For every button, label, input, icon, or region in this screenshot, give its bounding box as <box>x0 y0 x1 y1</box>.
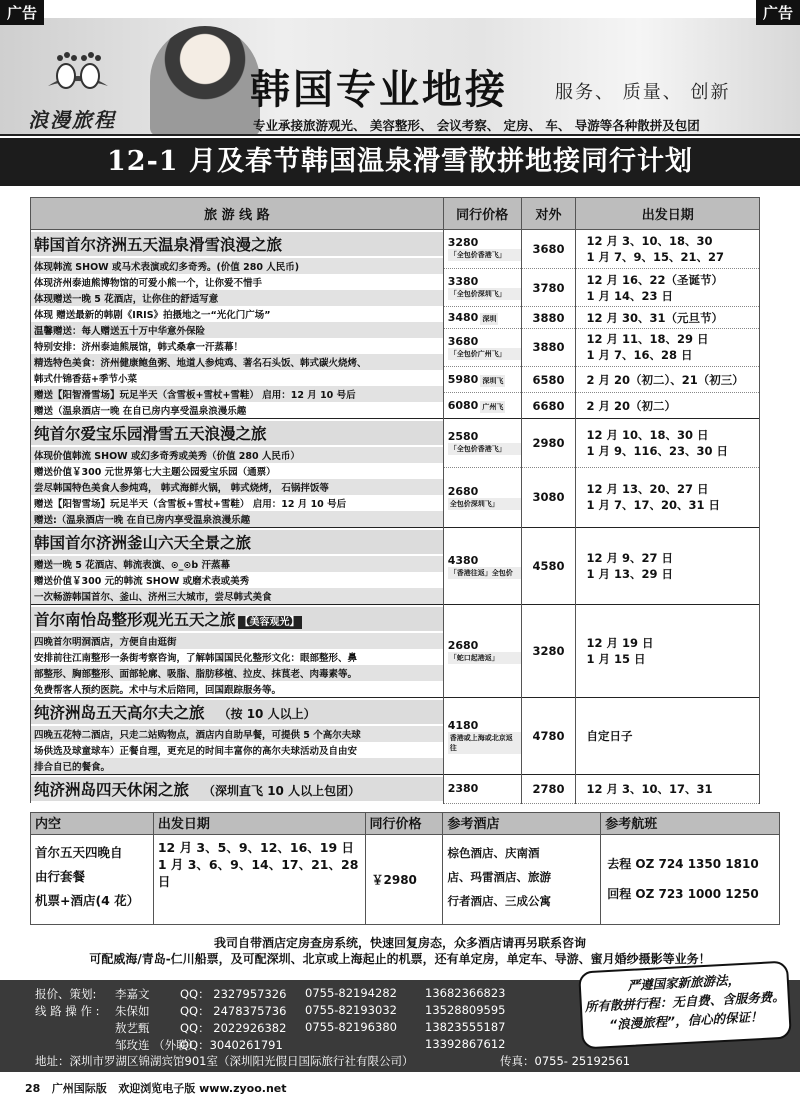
date-line: 12 月 19 日 <box>586 636 654 650</box>
package-dates: 12 月 3、5、9、12、16、19 日 1 月 3、6、9、14、17、21、28 日 <box>153 835 365 925</box>
retail-price: 3880 <box>521 328 576 367</box>
table-row <box>31 698 760 775</box>
address: 地址：深圳市罗湖区锦湖宾馆901室（深圳阳光假日国际旅行社有限公司） <box>35 1054 414 1068</box>
peer-price <box>443 605 521 698</box>
header-package: 内空 <box>31 813 154 835</box>
contact-mobile: 13823555187 <box>425 1020 506 1034</box>
magazine-name: 广州国际版 <box>51 1082 107 1095</box>
route-name <box>31 232 443 256</box>
peer-price <box>443 775 521 804</box>
contact-name: 李嘉文 <box>115 987 150 1001</box>
price-value: 5980 <box>447 372 479 386</box>
ad-label-right: 广告 <box>756 0 800 25</box>
package-flights: 去程 OZ 724 1350 1810 回程 OZ 723 1000 1250 <box>601 835 780 925</box>
peer-price <box>443 230 521 269</box>
peer-price <box>443 528 521 605</box>
site-note: 欢迎浏览电子版 www.zyoo.net <box>118 1082 287 1095</box>
route-name-text: 首尔南怡岛整形观光五天之旅 <box>34 611 236 629</box>
route-detail: 一次畅游韩国首尔、釜山、济州三大城市，尝尽韩式美食 <box>31 588 443 604</box>
date-line: 1 月 15 日 <box>586 652 646 666</box>
package-name: 首尔五天四晚自 由行套餐 机票+酒店(4 花） <box>31 835 154 925</box>
departure-dates <box>576 698 760 775</box>
retail-price: 2780 <box>521 775 576 804</box>
price-value: 2380 <box>447 782 479 796</box>
contact-qq: QQ： 2022926382 <box>180 1021 287 1035</box>
page-footer <box>25 1080 287 1096</box>
route-detail: 赠送【阳智雪场】玩足半天（含雪板+雪杖+雪鞋） 启用：12 月 10 号后 <box>34 499 347 510</box>
route-cell <box>31 528 444 605</box>
contact-name: 敖艺甄 <box>115 1021 150 1035</box>
package-hotels: 棕色酒店、庆南酒 店、玛雷酒店、旅游 行者酒店、三成公寓 <box>443 835 601 925</box>
peer-price <box>443 307 521 328</box>
date-line: 12 月 3、10、18、30 <box>586 233 713 248</box>
date-line: 2 月 20（初二） <box>586 398 676 413</box>
departure-dates <box>576 328 760 367</box>
price-note: 「香港往返」全包价 <box>448 567 521 579</box>
date-line: 12 月 30、31（元旦节） <box>586 310 723 325</box>
price-value: 3480 <box>447 310 479 324</box>
routes-table <box>30 197 760 804</box>
contact-qq: QQ：3040261791 <box>180 1038 283 1052</box>
route-cell <box>31 698 444 775</box>
route-name <box>31 530 443 554</box>
retail-price: 3280 <box>521 605 576 698</box>
header-departure: 出发日期 <box>576 198 760 230</box>
date-line: 1 月 9、116、23、30 日 <box>586 443 728 458</box>
departure-dates <box>576 367 760 393</box>
banner-slogan: 服务、 质量、 创新 <box>555 82 731 103</box>
route-cell <box>31 419 444 528</box>
departure-dates <box>576 307 760 328</box>
route-detail: 部整形、胸部整形、面部轮廓、吸脂、脂肪移植、拉皮、抹茛老、肉毒素等。 <box>31 665 443 681</box>
price-note: 全包价深圳飞」 <box>448 498 521 510</box>
contact-qq: QQ： 2327957326 <box>180 987 287 1001</box>
route-note: （深圳直飞 10 人以上包团） <box>203 784 361 798</box>
contact-qq: QQ： 2478375736 <box>180 1004 287 1018</box>
route-detail: 体现价值韩流 SHOW 或幻多奇秀或美秀（价值 280 人民币） <box>31 447 443 463</box>
free-travel-table <box>30 812 780 925</box>
price-value: 2680 <box>447 638 479 652</box>
date-line: 12 月 3、10、17、31 <box>586 781 713 796</box>
header-hotels: 参考酒店 <box>443 813 601 835</box>
peer-price <box>443 393 521 419</box>
info-notes: 我司自带酒店定房查房系统，快速回复房态，众多酒店请再另联系咨询 可配威海/青岛-仁川船票，及可配深圳、北京或上海起止的机票，还有单定房，单定车、导游、蜜月婚纱摄影等业务！ <box>89 936 711 966</box>
route-cell <box>31 605 444 698</box>
table-row <box>31 605 760 698</box>
retail-price: 6680 <box>521 393 576 419</box>
date-line: 12 月 10、18、30 日 <box>586 427 709 442</box>
route-detail: 体现 赠送最新的韩剧《IRIS》拍摄地之一“光化门广场” <box>34 310 271 321</box>
departure-dates <box>576 419 760 468</box>
departure-dates <box>576 230 760 269</box>
route-detail: 赠送【阳智滑雪场】玩足半天（含雪板+雪杖+雪鞋） 启用：12 月 10 号后 <box>31 386 443 402</box>
table-row <box>31 528 760 605</box>
date-line: 2 月 20（初二）、21（初三） <box>586 372 744 387</box>
route-detail: 精选特色美食：济州健康鲍鱼粥、地道人参炖鸡、著名石头饭、韩式碳火烧烤、 <box>31 354 443 370</box>
route-detail: 赠送（温泉酒店一晚 在自已房内享受温泉浪漫乐趣 <box>34 406 247 417</box>
promise-badge: 严遵国家新旅游法， 所有散拼行程：无自费、含服务费。 “浪漫旅程”，信心的保证！ <box>578 961 792 1050</box>
footprint-logo-icon <box>42 46 114 98</box>
date-line: 1 月 7、17、20、31 日 <box>586 498 720 513</box>
price-value: 2680 <box>447 484 479 498</box>
route-detail: 场供选及球童球车）正餐自理，更充足的时间丰富你的高尔夫球活动及自由安 <box>34 746 358 757</box>
price-note: 香港或上海或北京返往 <box>448 732 521 754</box>
departure-dates <box>576 775 760 804</box>
route-name <box>31 777 443 801</box>
retail-price: 2980 <box>521 419 576 468</box>
route-cell <box>31 775 444 804</box>
route-name-text: 纯首尔爱宝乐园滑雪五天浪漫之旅 <box>34 425 267 443</box>
route-detail: 四晚首尔明洞酒店，方便自由逛街 <box>31 633 443 649</box>
header-dates: 出发日期 <box>153 813 365 835</box>
route-name <box>31 421 443 445</box>
peer-price <box>443 419 521 468</box>
page-title: 12-1 月及春节韩国温泉滑雪散拼地接同行计划 <box>0 138 800 186</box>
price-note: 深圳飞 <box>482 376 504 385</box>
departure-dates <box>576 528 760 605</box>
table-row <box>31 775 760 804</box>
date-line: 12 月 11、18、29 日 <box>586 332 709 347</box>
price-value: 4180 <box>447 718 479 732</box>
contact-name: 邹玫连 （外联） <box>115 1038 200 1052</box>
banner-headline: 韩国专业地接 <box>250 66 508 113</box>
peer-price <box>443 268 521 307</box>
retail-price: 3880 <box>521 307 576 328</box>
departure-dates <box>576 605 760 698</box>
logo-text: 浪漫旅程 <box>28 108 116 132</box>
retail-price: 6580 <box>521 367 576 393</box>
contact-mobile: 13392867612 <box>425 1037 506 1051</box>
departure-dates <box>576 467 760 527</box>
price-note: 「蛇口起港返」 <box>448 652 521 664</box>
route-detail: 体现济州泰迪熊博物馆的可爱小熊一个，让你爱不惜手 <box>34 278 263 289</box>
route-detail: 赠送价值￥300 元的韩流 SHOW 或磨术表或美秀 <box>34 576 250 587</box>
date-line: 12 月 13、20、27 日 <box>586 482 709 497</box>
contact-mobile: 13682366823 <box>425 986 506 1000</box>
banner-subline: 专业承接旅游观光、 美容整形、 会议考察、 定房、 车、 导游等各种散拼及包团 <box>253 118 700 133</box>
route-name <box>31 607 443 631</box>
retail-price: 3080 <box>521 467 576 527</box>
route-detail: 排合自已的餐食。 <box>31 758 443 774</box>
price-value: 3280 <box>447 236 479 250</box>
peer-price <box>443 467 521 527</box>
date-line: 1 月 13、29 日 <box>586 567 673 581</box>
route-name <box>31 700 443 724</box>
route-cell <box>31 230 444 419</box>
ad-label-left: 广告 <box>0 0 44 25</box>
peer-price <box>443 367 521 393</box>
price-note: 「全包价香港飞」 <box>448 443 521 455</box>
price-note: 「全包价香港飞」 <box>448 249 521 261</box>
table-row <box>31 230 760 269</box>
price-note: 广州飞 <box>482 402 504 411</box>
peer-price <box>443 328 521 367</box>
date-line: 12 月 9、27 日 <box>586 551 673 565</box>
contact-name: 朱保如 <box>115 1004 150 1018</box>
contact-mobile: 13528809595 <box>425 1003 506 1017</box>
retail-price: 4780 <box>521 698 576 775</box>
retail-price: 3680 <box>521 230 576 269</box>
date-line: 自定日子 <box>586 729 633 743</box>
contact-role: 线 路 操 作 : <box>35 1004 100 1018</box>
date-line: 1 月 7、9、15、21、27 <box>586 249 724 264</box>
departure-dates <box>576 268 760 307</box>
header-route: 旅 游 线 路 <box>31 198 444 230</box>
route-name-text: 纯济洲岛五天高尔夫之旅 <box>34 704 205 722</box>
price-value: 4380 <box>447 553 479 567</box>
price-value: 3680 <box>447 334 479 348</box>
route-tag: 【美容观光】 <box>239 617 300 628</box>
departure-dates <box>576 393 760 419</box>
contact-phone: 0755-82194282 <box>305 986 397 1000</box>
price-note: 「全包价广州飞」 <box>448 348 521 360</box>
route-detail: 赠送:（温泉酒店一晚 在自已房内享受温泉浪漫乐趣 <box>31 511 443 527</box>
banner-photo <box>150 26 260 136</box>
header-retail-price: 对外 <box>521 198 576 230</box>
contact-phone: 0755-82196380 <box>305 1020 397 1034</box>
route-detail: 赠送一晚 5 花酒店、韩流表演、⊙_⊙b 汗蒸幕 <box>31 556 443 572</box>
price-value: 3380 <box>447 275 479 289</box>
date-line: 12 月 16、22（圣诞节） <box>586 272 723 287</box>
price-value: 6080 <box>447 398 479 412</box>
route-detail: 四晚五花特二酒店，只走二站购物点，酒店内自助早餐，可提供 5 个高尔夫球 <box>31 726 443 742</box>
route-detail: 赠送价值￥300 元世界第七大主题公园爱宝乐园（通票） <box>34 467 276 478</box>
retail-price: 4580 <box>521 528 576 605</box>
peer-price <box>443 698 521 775</box>
price-note: 「全包价深圳飞」 <box>448 288 521 300</box>
route-detail: 尝尽韩国特色美食人参炖鸡， 韩式海鲜火锅， 韩式烧烤， 石锅拌饭等 <box>31 479 443 495</box>
fax: 传真：0755- 25192561 <box>500 1054 631 1068</box>
route-detail: 免费帮客人预约医院。术中与术后陪同，回国跟踪服务等。 <box>34 685 282 696</box>
date-line: 1 月 7、16、28 日 <box>586 348 693 363</box>
route-detail: 体现赠送一晚 5 花酒店，让你住的舒适写意 <box>31 290 443 306</box>
header-flights: 参考航班 <box>601 813 780 835</box>
route-detail: 体现韩流 SHOW 或马术表演或幻多奇秀。(价值 280 人民币) <box>31 258 443 274</box>
route-name-text: 韩国首尔济洲五天温泉滑雪浪漫之旅 <box>34 236 283 254</box>
header-price: 同行价格 <box>365 813 443 835</box>
page-number: 28 <box>25 1082 41 1095</box>
route-detail: 温馨赠送：每人赠送五十万中华意外保险 <box>31 322 443 338</box>
route-detail: 韩式什锦香菇+季节小菜 <box>34 374 137 385</box>
contact-phone: 0755-82193032 <box>305 1003 397 1017</box>
retail-price: 3780 <box>521 268 576 307</box>
route-detail: 安排前往江南整形一条街考察咨询，了解韩国国民化整形文化：眼部整形、鼻 <box>34 653 358 664</box>
price-value: 2580 <box>447 430 479 444</box>
contact-role: 报价、策划: <box>35 987 97 1001</box>
price-note: 深圳 <box>482 314 497 323</box>
table-row <box>31 419 760 468</box>
date-line: 1 月 14、23 日 <box>586 288 673 303</box>
route-note: （按 10 人以上） <box>218 707 316 721</box>
package-price: ￥2980 <box>365 835 443 925</box>
banner <box>0 18 800 136</box>
route-detail: 特别安排：济州泰迪熊展馆，韩式桑拿一汗蒸幕！ <box>34 342 244 353</box>
route-name-text: 韩国首尔济洲釜山六天全景之旅 <box>34 534 252 552</box>
route-name-text: 纯济洲岛四天休闲之旅 <box>34 781 190 799</box>
header-peer-price: 同行价格 <box>443 198 521 230</box>
